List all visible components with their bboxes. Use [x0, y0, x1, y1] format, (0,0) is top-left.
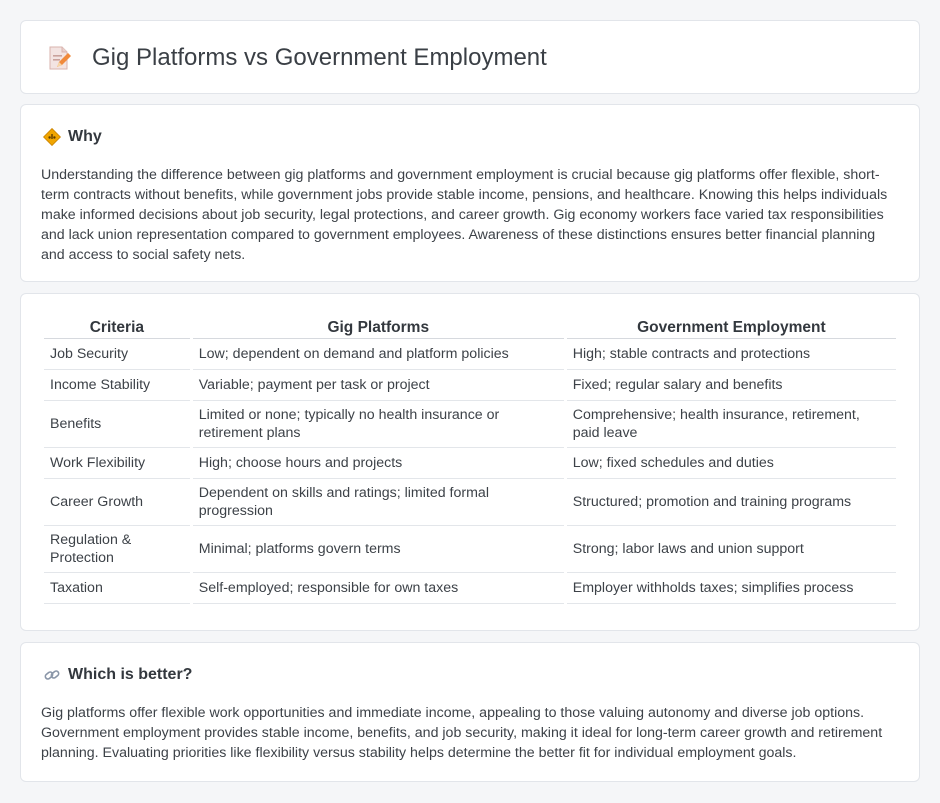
criteria-cell: Job Security: [44, 339, 190, 370]
government-cell: Employer withholds taxes; simplifies process: [567, 573, 896, 604]
column-header-criteria: Criteria: [44, 316, 190, 339]
criteria-cell: Benefits: [44, 401, 190, 448]
table-row: [44, 573, 896, 604]
comparison-table: [41, 316, 899, 604]
gig-cell: Minimal; platforms govern terms: [193, 526, 564, 573]
link-icon: [43, 666, 61, 684]
government-cell: Structured; promotion and training programs: [567, 479, 896, 526]
why-title: Why: [68, 128, 102, 145]
table-row: [44, 479, 896, 526]
table-row: [44, 339, 896, 370]
why-heading: [43, 127, 102, 147]
criteria-cell: Regulation & Protection: [44, 526, 190, 573]
road-sign-icon: [43, 128, 61, 146]
better-heading: [43, 665, 192, 685]
criteria-cell: Work Flexibility: [44, 448, 190, 479]
government-cell: Strong; labor laws and union support: [567, 526, 896, 573]
which-is-better-section: [20, 642, 920, 782]
column-header-gig: Gig Platforms: [193, 316, 564, 339]
column-header-government: Government Employment: [567, 316, 896, 339]
criteria-cell: Income Stability: [44, 370, 190, 401]
gig-cell: Low; dependent on demand and platform policies: [193, 339, 564, 370]
government-cell: Comprehensive; health insurance, retirement, paid leave: [567, 401, 896, 448]
table-row: [44, 401, 896, 448]
why-text: Understanding the difference between gig platforms and government employment is crucial because gig platforms offer flexible, short-term contracts without benefits, while government jobs provide stable income, pensions, and healthcare. Knowing this helps individuals make informed decisions about job security, legal protections, and career growth. Gig economy workers face varied tax responsibilities and lack union representation compared to government employees. Awareness of these distinctions ensures better financial planning and access to social safety nets.: [41, 167, 888, 263]
gig-cell: Dependent on skills and ratings; limited formal progression: [193, 479, 564, 526]
gig-cell: Self-employed; responsible for own taxes: [193, 573, 564, 604]
government-cell: High; stable contracts and protections: [567, 339, 896, 370]
table-header-row: [44, 316, 896, 339]
gig-cell: Limited or none; typically no health insurance or retirement plans: [193, 401, 564, 448]
government-cell: Fixed; regular salary and benefits: [567, 370, 896, 401]
government-cell: Low; fixed schedules and duties: [567, 448, 896, 479]
header-card: [20, 20, 920, 94]
better-title: Which is better?: [68, 666, 193, 683]
document-pencil-icon: [47, 45, 71, 71]
criteria-cell: Career Growth: [44, 479, 190, 526]
gig-cell: High; choose hours and projects: [193, 448, 564, 479]
gig-cell: Variable; payment per task or project: [193, 370, 564, 401]
criteria-cell: Taxation: [44, 573, 190, 604]
table-row: [44, 370, 896, 401]
better-text: Gig platforms offer flexible work opportunities and immediate income, appealing to those valuing autonomy and diverse job options. Government employment provides stable income, benefits, and job security, making it ideal for long-term career growth and retirement planning. Evaluating priorities like flexibility versus stability helps determine the better fit for individual employment goals.: [41, 705, 883, 761]
why-section: [20, 104, 920, 282]
table-row: [44, 526, 896, 573]
comparison-section: [20, 293, 920, 631]
table-row: [44, 448, 896, 479]
page-title: Gig Platforms vs Government Employment: [92, 44, 547, 71]
